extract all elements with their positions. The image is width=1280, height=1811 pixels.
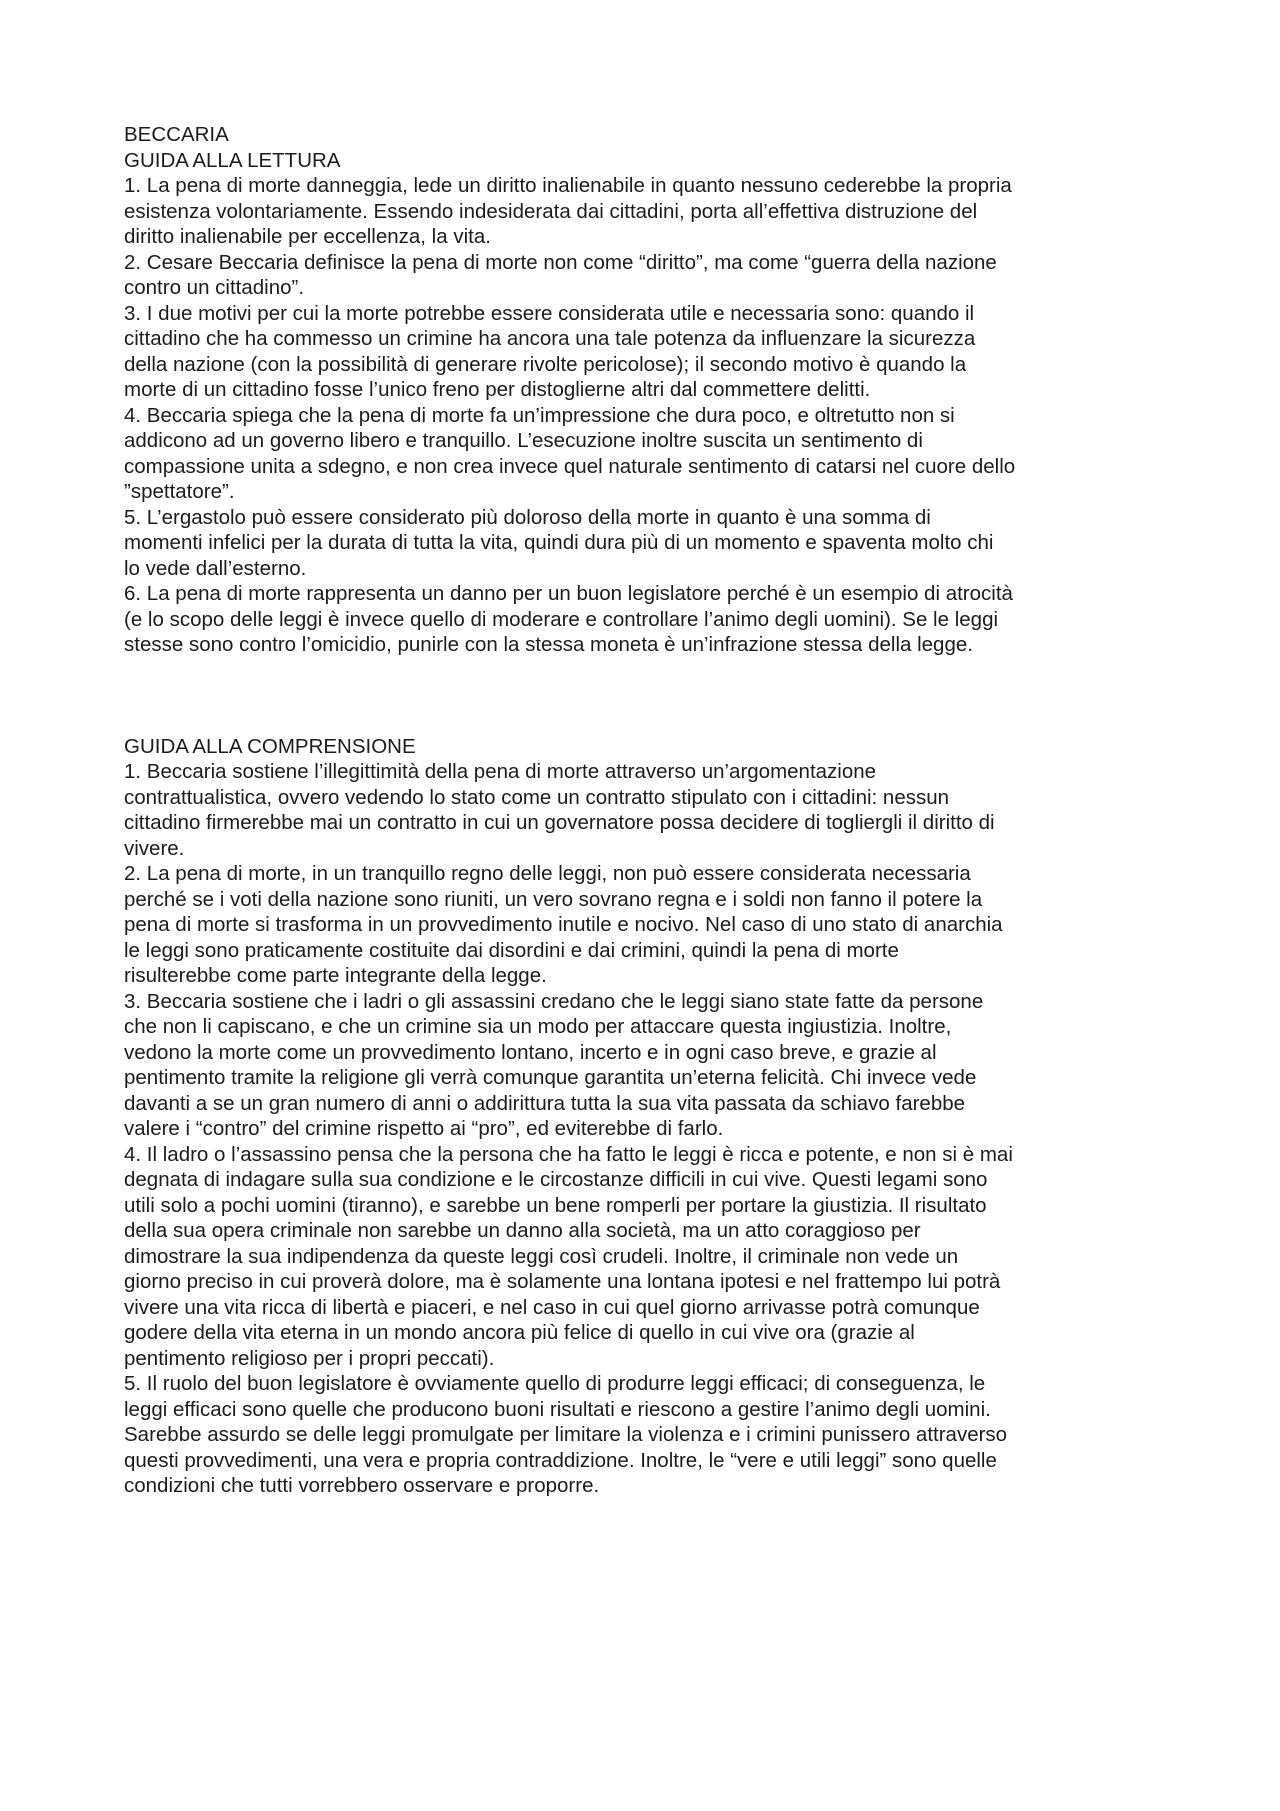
paragraph-line: 3. Beccaria sostiene che i ladri o gli assassini credano che le leggi siano state fatte da persone (124, 989, 984, 1013)
paragraph-2 (124, 861, 1184, 989)
paragraph-line: pena di morte si trasforma in un provvedimento inutile e nocivo. Nel caso di uno stato di anarchia (124, 913, 1003, 936)
paragraph-line: ”spettatore”. (124, 480, 235, 503)
paragraph-6 (124, 581, 1184, 658)
paragraph-line: giorno preciso in cui proverà dolore, ma è solamente una lontana ipotesi e nel frattempo lui potrà (124, 1270, 1001, 1293)
paragraph-line: Sarebbe assurdo se delle leggi promulgate per limitare la violenza e i crimini punissero attraverso (124, 1423, 1008, 1446)
paragraph-line: condizioni che tutti vorrebbero osservare e proporre. (124, 1474, 600, 1497)
paragraph-line: valere i “contro” del crimine rispetto ai “pro”, ed eviterebbe di farlo. (124, 1117, 724, 1140)
paragraph-line: 3. I due motivi per cui la morte potrebbe essere considerata utile e necessaria sono: quando il (124, 301, 975, 325)
paragraph-2 (124, 250, 1184, 301)
paragraph-line: 1. Beccaria sostiene l’illegittimità della pena di morte attraverso un’argomentazione (124, 760, 877, 783)
paragraph-line: degnata di indagare sulla sua condizione e le circostanze difficili in cui vive. Questi legami sono (124, 1168, 988, 1191)
paragraph-3 (124, 301, 1184, 403)
paragraph-1 (124, 173, 1184, 250)
paragraph-1 (124, 759, 1184, 861)
paragraph-line: contro un cittadino”. (124, 276, 305, 299)
paragraph-line: vivere una vita ricca di libertà e piaceri, e nel caso in cui quel giorno arrivasse potrà comunque (124, 1295, 980, 1319)
paragraph-line: (e lo scopo delle leggi è invece quello di moderare e controllare l’animo degli uomini). Se le leggi (124, 607, 999, 631)
paragraph-line: leggi efficaci sono quelle che producono buoni risultati e riescono a gestire l’animo degli uomini. (124, 1397, 991, 1421)
section-body (124, 173, 1184, 658)
section-body (124, 759, 1184, 1499)
paragraph-line: godere della vita eterna in un mondo ancora più felice di quello in cui vive ora (grazie al (124, 1321, 915, 1344)
paragraph-line: risulterebbe come parte integrante della legge. (124, 964, 547, 987)
paragraph-line: cittadino firmerebbe mai un contratto in cui un governatore possa decidere di togliergli il diritto di (124, 811, 995, 834)
paragraph-line: contrattualistica, ovvero vedendo lo stato come un contratto stipulato con i cittadini: nessun (124, 785, 950, 809)
paragraph-line: che non li capiscano, e che un crimine sia un modo per attaccare questa ingiustizia. Inoltre, (124, 1015, 952, 1038)
paragraph-line: compassione unita a sdegno, e non crea invece quel naturale sentimento di catarsi nel cuore dello (124, 454, 1016, 478)
paragraph-line: pentimento tramite la religione gli verrà comunque garantita un’eterna felicità. Chi invece vede (124, 1066, 977, 1089)
paragraph-line: vivere. (124, 836, 185, 860)
paragraph-line: esistenza volontariamente. Essendo indesiderata dai cittadini, porta all’effettiva distruzione del (124, 199, 978, 223)
paragraph-line: stesse sono contro l’omicidio, punirle con la stessa moneta è un’infrazione stessa della legge. (124, 633, 973, 656)
paragraph-line: questi provvedimenti, una vera e propria contraddizione. Inoltre, le “vere e utili leggi” sono quelle (124, 1448, 997, 1472)
paragraph-line: 6. La pena di morte rappresenta un danno per un buon legislatore perché è un esempio di atrocità (124, 582, 1013, 605)
paragraph-5 (124, 505, 1184, 582)
paragraph-line: vedono la morte come un provvedimento lontano, incerto e in ogni caso breve, e grazie al (124, 1040, 937, 1064)
paragraph-line: pentimento religioso per i propri peccati). (124, 1346, 495, 1370)
section-guida-alla-comprensione (124, 734, 1184, 1499)
paragraph-4 (124, 1142, 1184, 1372)
paragraph-line: dimostrare la sua indipendenza da queste leggi così crudeli. Inoltre, il criminale non vede un (124, 1244, 959, 1268)
document-title: BECCARIA (124, 123, 229, 146)
paragraph-line: morte di un cittadino fosse l’unico freno per distoglierne altri dal commettere delitti. (124, 378, 871, 401)
paragraph-line: 2. La pena di morte, in un tranquillo regno delle leggi, non può essere considerata necessaria (124, 862, 971, 885)
paragraph-line: utili solo a pochi uomini (tiranno), e sarebbe un bene romperli per portare la giustizia. Il risultato (124, 1193, 987, 1217)
paragraph-line: 4. Il ladro o l’assassino pensa che la persona che ha fatto le leggi è ricca e potente, e non si è mai (124, 1142, 1013, 1166)
paragraph-line: perché se i voti della nazione sono riuniti, un vero sovrano regna e i soldi non fanno il potere la (124, 887, 983, 911)
paragraph-line: della sua opera criminale non sarebbe un danno alla società, ma un atto coraggioso per (124, 1219, 921, 1242)
paragraph-line: momenti infelici per la durata di tutta la vita, quindi dura più di un momento e spaventa molto chi (124, 531, 994, 554)
document-page (124, 122, 1184, 1499)
paragraph-line: cittadino che ha commesso un crimine ha ancora una tale potenza da influenzare la sicurezza (124, 327, 976, 350)
paragraph-line: diritto inalienabile per eccellenza, la vita. (124, 225, 491, 248)
paragraph-line: 1. La pena di morte danneggia, lede un diritto inalienabile in quanto nessuno cederebbe la propria (124, 174, 1012, 197)
section-heading: GUIDA ALLA COMPRENSIONE (124, 734, 416, 758)
paragraph-3 (124, 989, 1184, 1142)
paragraph-line: davanti a se un gran numero di anni o addirittura tutta la sua vita passata da schiavo farebbe (124, 1091, 966, 1115)
paragraph-line: 5. Il ruolo del buon legislatore è ovviamente quello di produrre leggi efficaci; di conseguenza, le (124, 1372, 986, 1395)
paragraph-line: della nazione (con la possibilità di generare rivolte pericolose); il secondo motivo è quando la (124, 352, 967, 376)
paragraph-line: le leggi sono praticamente costituite dai disordini e dai crimini, quindi la pena di morte (124, 938, 899, 962)
paragraph-line: 5. L’ergastolo può essere considerato più doloroso della morte in quanto è una somma di (124, 505, 931, 529)
section-heading: GUIDA ALLA LETTURA (124, 148, 341, 172)
paragraph-line: 4. Beccaria spiega che la pena di morte fa un’impressione che dura poco, e oltretutto non si (124, 403, 955, 427)
paragraph-line: lo vede dall’esterno. (124, 556, 307, 580)
paragraph-line: addicono ad un governo libero e tranquillo. L’esecuzione inoltre suscita un sentimento di (124, 429, 923, 452)
paragraph-4 (124, 403, 1184, 505)
paragraph-5 (124, 1371, 1184, 1499)
section-guida-alla-lettura (124, 122, 1184, 658)
paragraph-line: 2. Cesare Beccaria definisce la pena di morte non come “diritto”, ma come “guerra della nazione (124, 250, 997, 274)
